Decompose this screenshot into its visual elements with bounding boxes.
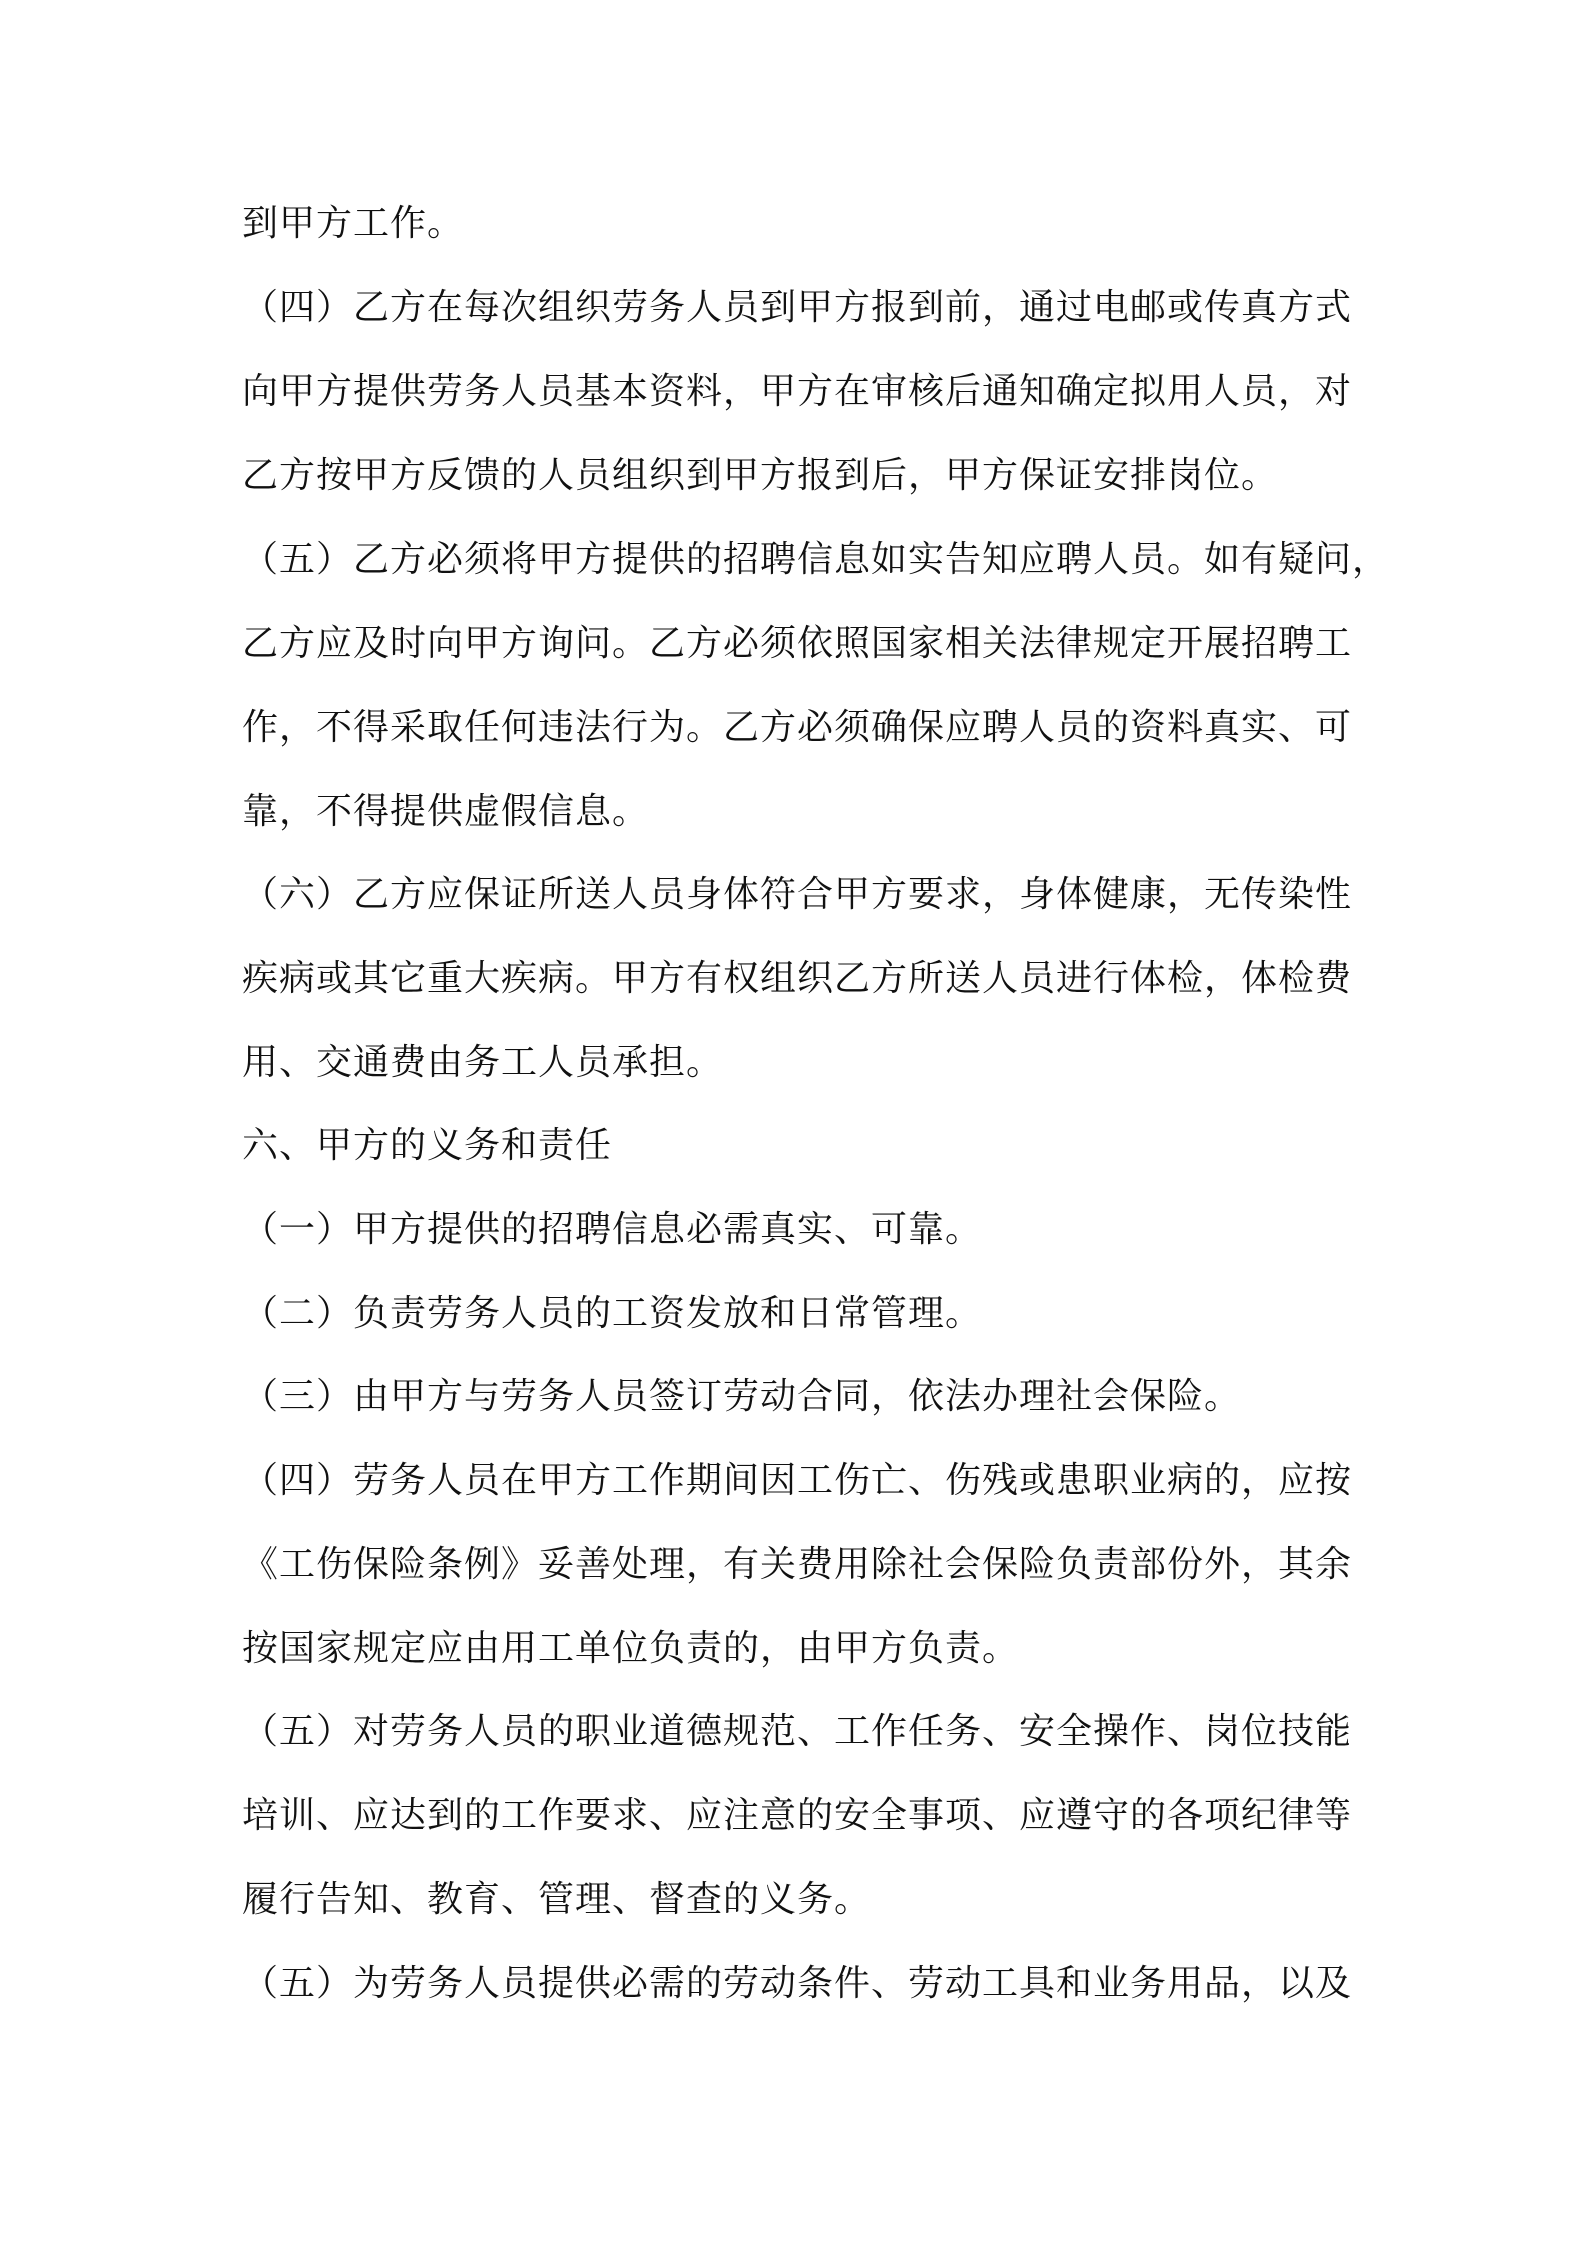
text-line: （四）劳务人员在甲方工作期间因工伤亡、伤残或患职业病的，应按 [242,1460,1353,1501]
text-line: （二）负责劳务人员的工资发放和日常管理。 [242,1293,983,1334]
text-line: 《工伤保险条例》妥善处理，有关费用除社会保险负责部份外，其余 [242,1544,1353,1585]
text-line: 作，不得采取任何违法行为。乙方必须确保应聘人员的资料真实、可 [242,707,1353,748]
text-line: 到甲方工作。 [242,203,465,244]
text-line: 疾病或其它重大疾病。甲方有权组织乙方所送人员进行体检，体检费 [242,958,1353,999]
text-line: 乙方应及时向甲方询问。乙方必须依照国家相关法律规定开展招聘工 [242,623,1353,664]
text-line: （三）由甲方与劳务人员签订劳动合同，依法办理社会保险。 [242,1376,1242,1417]
text-line: 履行告知、教育、管理、督查的义务。 [242,1879,872,1920]
text-line: （四）乙方在每次组织劳务人员到甲方报到前，通过电邮或传真方式 [242,287,1353,328]
text-line: 培训、应达到的工作要求、应注意的安全事项、应遵守的各项纪律等 [242,1795,1353,1836]
text-line: 向甲方提供劳务人员基本资料，甲方在审核后通知确定拟用人员，对 [242,371,1353,412]
text-line: （五）为劳务人员提供必需的劳动条件、劳动工具和业务用品，以及 [242,1963,1353,2004]
text-line: 乙方按甲方反馈的人员组织到甲方报到后，甲方保证安排岗位。 [242,455,1279,496]
text-line: （一）甲方提供的招聘信息必需真实、可靠。 [242,1209,983,1250]
text-line: 按国家规定应由用工单位负责的，由甲方负责。 [242,1628,1020,1669]
section-heading: 六、甲方的义务和责任 [242,1125,613,1166]
text-line: （五）对劳务人员的职业道德规范、工作任务、安全操作、岗位技能 [242,1711,1353,1752]
text-line: 靠，不得提供虚假信息。 [242,791,650,832]
text-line: 用、交通费由务工人员承担。 [242,1042,724,1083]
text-line: （五）乙方必须将甲方提供的招聘信息如实告知应聘人员。如有疑问， [242,539,1390,580]
text-line: （六）乙方应保证所送人员身体符合甲方要求，身体健康，无传染性 [242,874,1353,915]
